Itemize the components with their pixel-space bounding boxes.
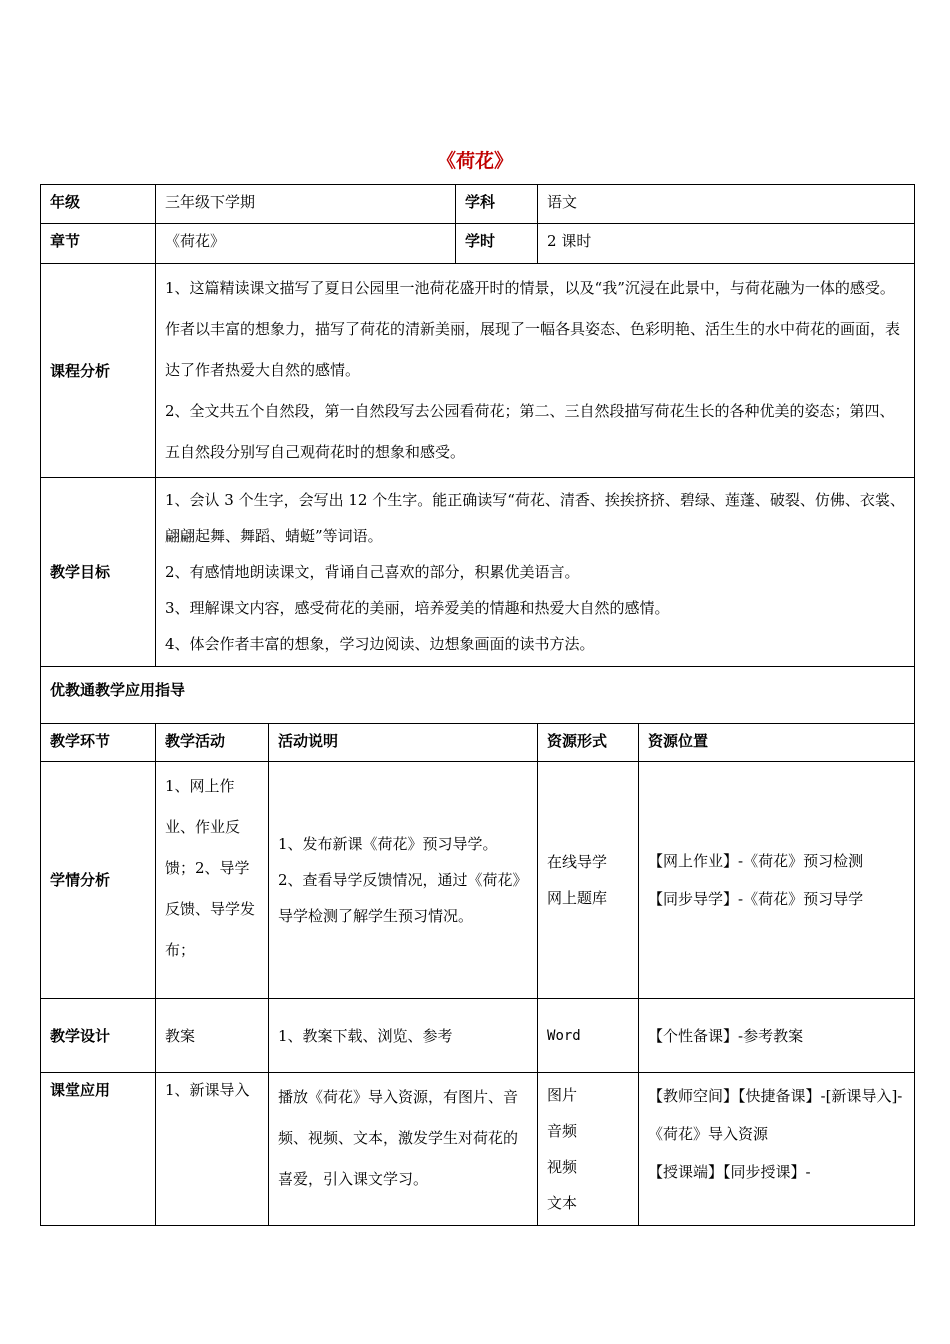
location-cell: 【个性备课】-参考教案 xyxy=(639,999,915,1073)
location-line: 【网上作业】-《荷花》预习检测 xyxy=(648,852,864,870)
format-line: 视频 xyxy=(547,1158,578,1176)
stage-cell: 学情分析 xyxy=(41,762,156,999)
format-cell: Word xyxy=(538,999,639,1073)
goal-3: 3、理解课文内容，感受荷花的美丽，培养爱美的情趣和热爱大自然的感情。 xyxy=(165,599,670,617)
goal-2: 2、有感情地朗读课文，背诵自己喜欢的部分，积累优美语言。 xyxy=(165,563,580,581)
goals-label: 教学目标 xyxy=(41,478,156,667)
format-line: 文本 xyxy=(547,1194,578,1212)
subject-value: 语文 xyxy=(538,185,915,224)
grade-row xyxy=(41,185,915,224)
col-header-description: 活动说明 xyxy=(269,724,538,762)
format-line: 网上题库 xyxy=(547,889,608,907)
stage-cell: 教学设计 xyxy=(41,999,156,1073)
guide-heading-row xyxy=(41,667,915,724)
description-cell: 播放《荷花》导入资源，有图片、音频、视频、文本，激发学生对荷花的喜爱，引入课文学习。 xyxy=(269,1073,538,1226)
description-line: 1、发布新课《荷花》预习导学。 xyxy=(278,835,498,853)
goals-row xyxy=(41,478,915,667)
format-line: 音频 xyxy=(547,1122,578,1140)
lesson-plan-table xyxy=(40,184,915,1226)
format-line: 图片 xyxy=(547,1086,578,1104)
col-header-location: 资源位置 xyxy=(639,724,915,762)
analysis-row xyxy=(41,264,915,478)
stage-cell: 课堂应用 xyxy=(41,1073,156,1226)
table-row xyxy=(41,762,915,999)
analysis-label: 课程分析 xyxy=(41,264,156,478)
location-line: 【授课端】【同步授课】- xyxy=(648,1163,811,1181)
goal-1: 1、会认 3 个生字，会写出 12 个生字。能正确读写“荷花、清香、挨挨挤挤、碧绿、莲蓬、破裂、仿佛、衣裳、翩翩起舞、舞蹈、蜻蜓”等词语。 xyxy=(165,491,905,545)
hours-value: 2 课时 xyxy=(538,224,915,264)
subject-label: 学科 xyxy=(456,185,538,224)
chapter-label: 章节 xyxy=(41,224,156,264)
table-row xyxy=(41,999,915,1073)
activity-cell: 教案 xyxy=(156,999,269,1073)
chapter-value: 《荷花》 xyxy=(156,224,456,264)
hours-label: 学时 xyxy=(456,224,538,264)
document-title: 《荷花》 xyxy=(436,150,513,172)
table-row xyxy=(41,1073,915,1226)
chapter-row xyxy=(41,224,915,264)
col-header-format: 资源形式 xyxy=(538,724,639,762)
col-header-stage: 教学环节 xyxy=(41,724,156,762)
location-line: 【同步导学】-《荷花》预习导学 xyxy=(648,890,864,908)
grade-value: 三年级下学期 xyxy=(156,185,456,224)
col-header-activity: 教学活动 xyxy=(156,724,269,762)
description-line: 2、查看导学反馈情况，通过《荷花》导学检测了解学生预习情况。 xyxy=(278,871,528,925)
location-line: 【教师空间】【快捷备课】-[新课导入]-《荷花》导入资源 xyxy=(648,1087,903,1143)
guide-heading: 优教通教学应用指导 xyxy=(41,667,915,724)
description-cell: 1、教案下载、浏览、参考 xyxy=(269,999,538,1073)
analysis-paragraph-2: 2、全文共五个自然段，第一自然段写去公园看荷花；第二、三自然段描写荷花生长的各种优美的姿态；第四、五自然段分别写自己观荷花时的想象和感受。 xyxy=(165,402,895,461)
column-header-row xyxy=(41,724,915,762)
grade-label: 年级 xyxy=(41,185,156,224)
goal-4: 4、体会作者丰富的想象，学习边阅读、边想象画面的读书方法。 xyxy=(165,635,595,653)
analysis-paragraph-1: 1、这篇精读课文描写了夏日公园里一池荷花盛开时的情景，以及“我”沉浸在此景中，与荷花融为一体的感受。作者以丰富的想象力，描写了荷花的清新美丽，展现了一幅各具姿态、色彩明艳、活生生的水中荷花的画面，表达了作者热爱大自然的感情。 xyxy=(165,279,901,379)
activity-cell: 1、新课导入 xyxy=(156,1073,269,1226)
activity-cell: 1、网上作业、作业反馈；2、导学反馈、导学发布； xyxy=(156,762,269,999)
format-line: 在线导学 xyxy=(547,853,608,871)
